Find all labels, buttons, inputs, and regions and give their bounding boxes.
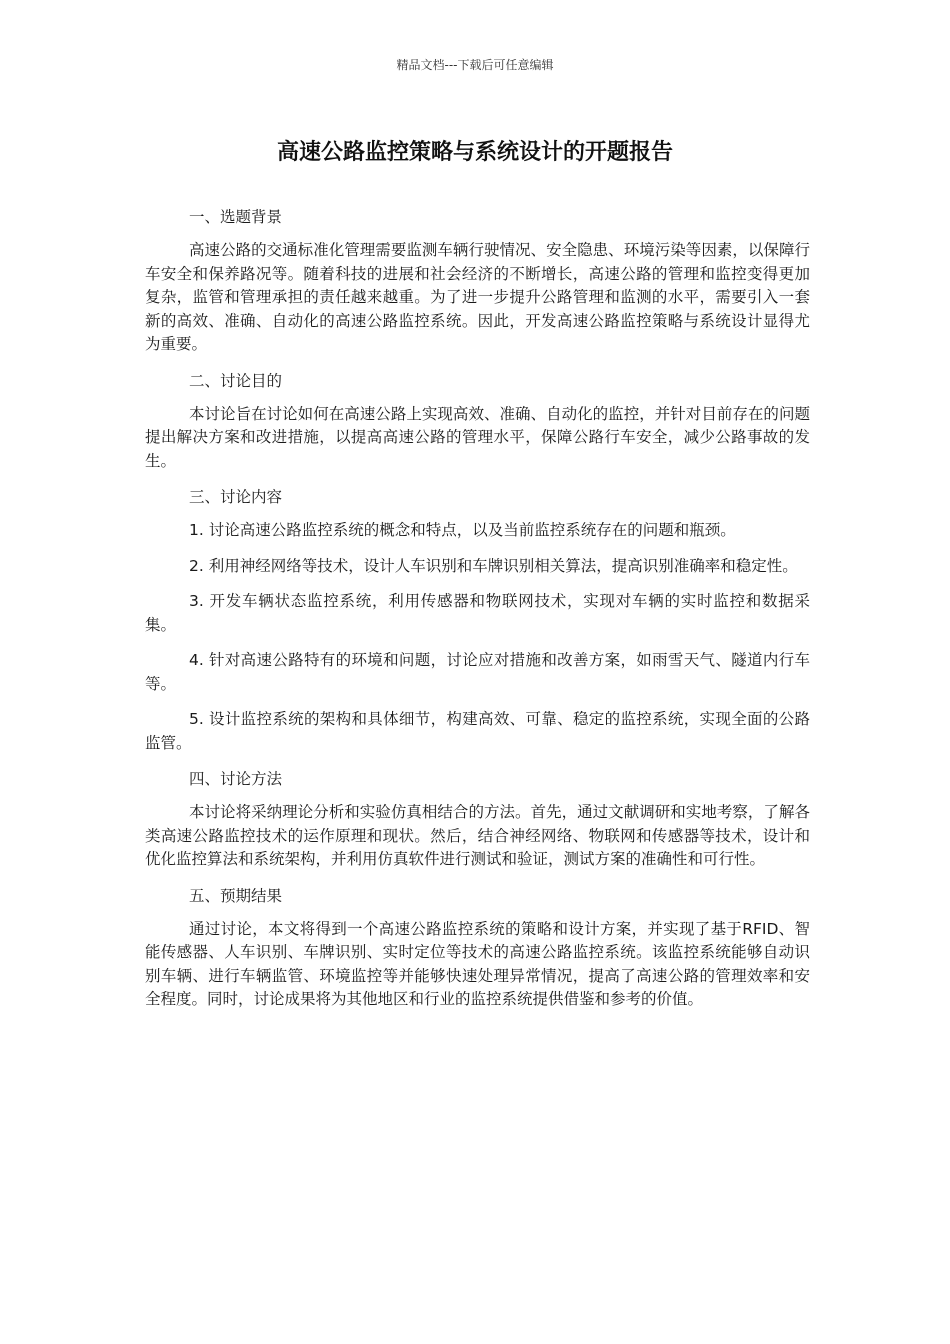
- section-paragraph: 高速公路的交通标准化管理需要监测车辆行驶情况、安全隐患、环境污染等因素，以保障行车安全和保养路况等。随着科技的进展和社会经济的不断增长，高速公路的管理和监控变得更加复杂，监管和管理承担的责任越来越重。为了进一步提升公路管理和监测的水平，需要引入一套新的高效、准确、自动化的高速公路监控系统。因此，开发高速公路监控策略与系统设计显得尤为重要。: [145, 241, 810, 353]
- document-body: [145, 205, 810, 1024]
- section-paragraph: 本讨论将采纳理论分析和实验仿真相结合的方法。首先，通过文献调研和实地考察，了解各类高速公路监控技术的运作原理和现状。然后，结合神经网络、物联网和传感器等技术，设计和优化监控算法和系统架构，并利用仿真软件进行测试和验证，测试方案的准确性和可行性。: [145, 803, 810, 868]
- list-item: 2. 利用神经网络等技术，设计人车识别和车牌识别相关算法，提高识别准确率和稳定性。: [189, 556, 798, 575]
- list-item: 5. 设计监控系统的架构和具体细节，构建高效、可靠、稳定的监控系统，实现全面的公路监管。: [145, 710, 810, 752]
- section-paragraph: 通过讨论，本文将得到一个高速公路监控系统的策略和设计方案，并实现了基于RFID、智能传感器、人车识别、车牌识别、实时定位等技术的高速公路监控系统。该监控系统能够自动识别车辆、进行车辆监管、环境监控等并能够快速处理异常情况，提高了高速公路的管理效率和安全程度。同时，讨论成果将为其他地区和行业的监控系统提供借鉴和参考的价值。: [145, 919, 810, 1008]
- section-paragraph: 本讨论旨在讨论如何在高速公路上实现高效、准确、自动化的监控，并针对目前存在的问题提出解决方案和改进措施，以提高高速公路的管理水平，保障公路行车安全，减少公路事故的发生。: [145, 404, 810, 470]
- section-method: [145, 767, 810, 872]
- page-header: 精品文档---下载后可任意编辑: [396, 58, 554, 72]
- list-item: 1. 讨论高速公路监控系统的概念和特点，以及当前监控系统存在的问题和瓶颈。: [189, 521, 736, 539]
- list-item: 4. 针对高速公路特有的环境和问题，讨论应对措施和改善方案，如雨雪天气、隧道内行车等。: [145, 651, 810, 693]
- section-background: [145, 205, 810, 357]
- section-heading: 二、讨论目的: [189, 371, 283, 390]
- list-item: 3. 开发车辆状态监控系统，利用传感器和物联网技术，实现对车辆的实时监控和数据采集。: [145, 592, 810, 634]
- section-content: [145, 485, 810, 755]
- section-expected-results: [145, 884, 810, 1012]
- section-heading: 三、讨论内容: [189, 488, 283, 506]
- section-heading: 五、预期结果: [189, 886, 283, 905]
- section-heading: 四、讨论方法: [189, 770, 283, 788]
- section-purpose: [145, 369, 810, 474]
- section-heading: 一、选题背景: [189, 208, 283, 226]
- document-title: 高速公路监控策略与系统设计的开题报告: [276, 140, 673, 165]
